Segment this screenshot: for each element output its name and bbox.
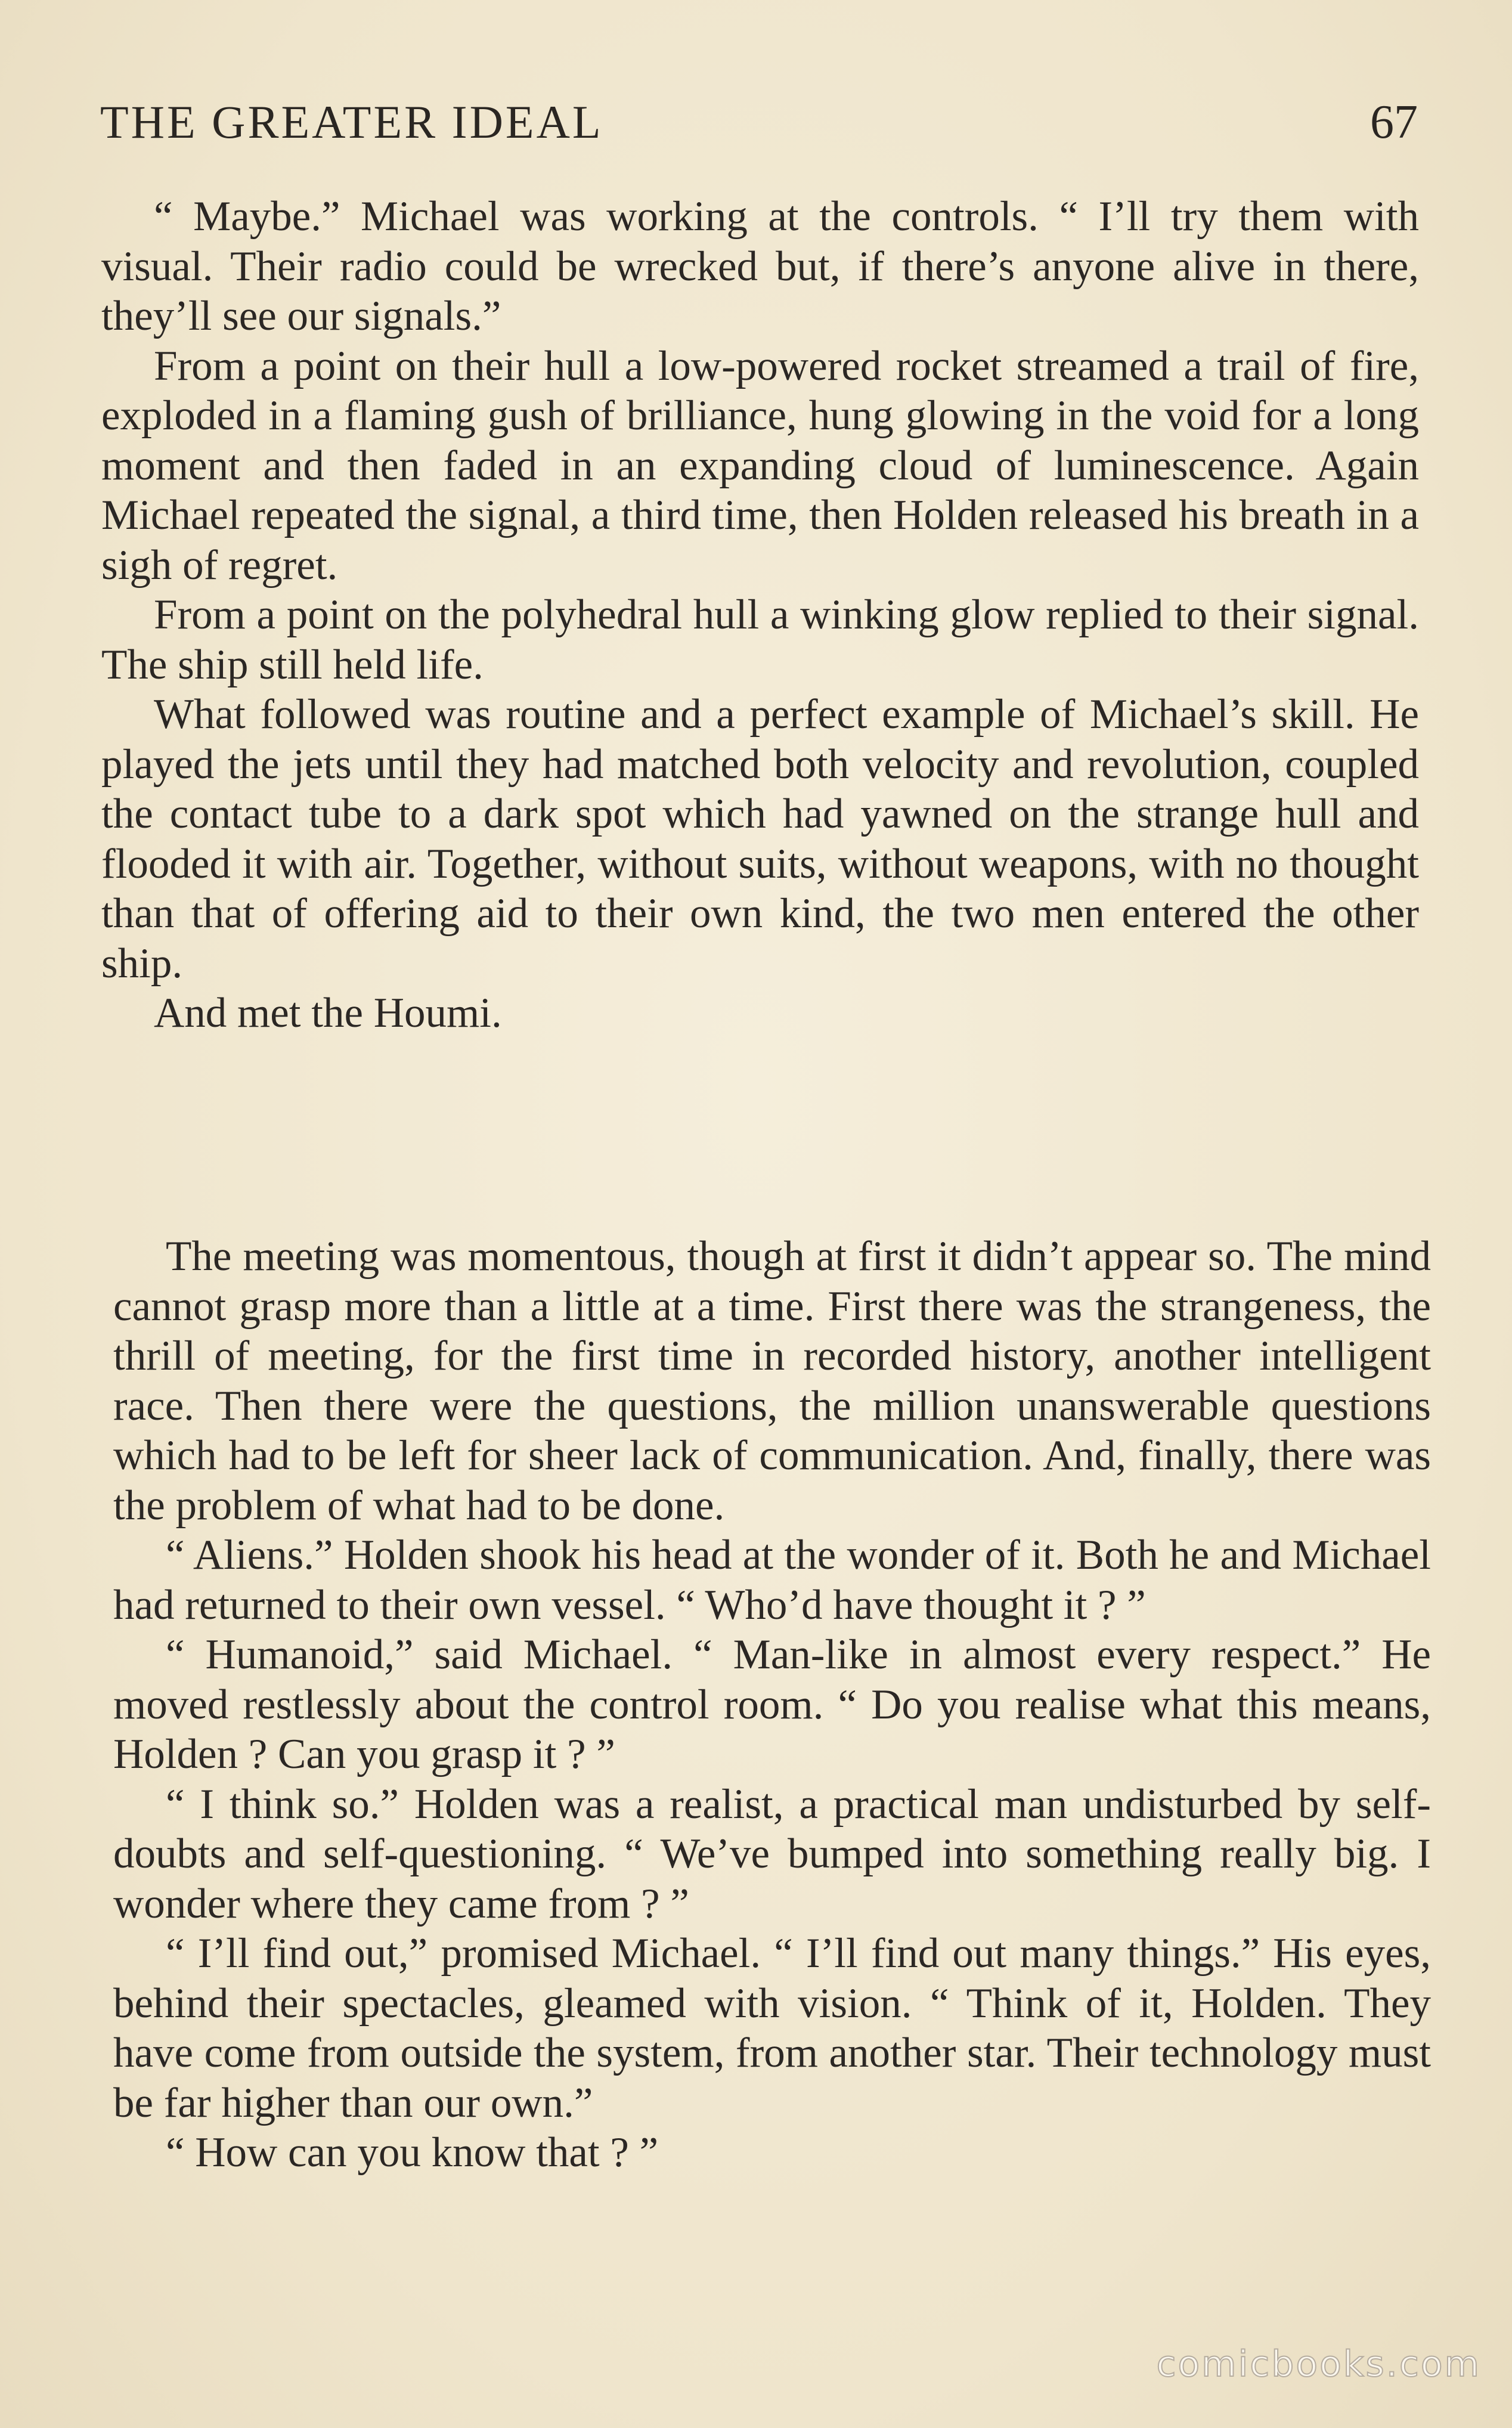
paragraph: From a point on their hull a low-powered rocket streamed a trail of fire, exploded in a flaming gush of brilliance, hung glowing in the void for a long moment and then faded in an expanding cloud of luminescence. Again Michael repeated the signal, a third time, then Holden released his breath in a sigh of regret. — [101, 342, 1419, 589]
page-number: 67 — [1370, 96, 1418, 148]
paragraph: From a point on the polyhedral hull a winking glow replied to their signal. The ship still held life. — [101, 591, 1419, 688]
paragraph: “ Aliens.” Holden shook his head at the wonder of it. Both he and Michael had returned to their own vessel. “ Who’d have thought it ? ” — [113, 1532, 1431, 1628]
running-title: THE GREATER IDEAL — [100, 96, 603, 148]
paragraph: The meeting was momentous, though at first it didn’t appear so. The mind cannot grasp more than a little at a time. First there was the strangeness, the thrill of meeting, for the first time in recorded history, another intelligent race. Then there were the questions, the million unanswerable questions which had to be left for sheer lack of communication. And, finally, there was the problem of what had to be done. — [113, 1233, 1431, 1529]
paragraph: “ I think so.” Holden was a realist, a practical man undisturbed by self-doubts and self-questioning. “ We’ve bumped into something really big. I wonder where they came from ? ” — [113, 1780, 1431, 1927]
running-head — [100, 89, 1418, 155]
text-section-2 — [113, 1232, 1431, 2178]
paragraph: “ Humanoid,” said Michael. “ Man-like in almost every respect.” He moved restlessly about the control room. “ Do you realise what this means, Holden ? Can you grasp it ? ” — [113, 1631, 1431, 1777]
paragraph: “ I’ll find out,” promised Michael. “ I’ll find out many things.” His eyes, behind their spectacles, gleamed with vision. “ Think of it, Holden. They have come from outside the system, from another star. Their technology must be far higher than our own.” — [113, 1930, 1431, 2126]
paragraph: What followed was routine and a perfect example of Michael’s skill. He played the jets until they had matched both velocity and revolution, coupled the contact tube to a dark spot which had yawned on the strange hull and flooded it with air. Together, without suits, without weapons, with no thought than that of offering aid to their own kind, the two men entered the other ship. — [101, 691, 1419, 987]
text-section-1 — [101, 192, 1419, 1039]
watermark: comicbooks.com — [1156, 2343, 1481, 2385]
paragraph: “ How can you know that ? ” — [166, 2129, 659, 2176]
paragraph: “ Maybe.” Michael was working at the controls. “ I’ll try them with visual. Their radio could be wrecked but, if there’s anyone alive in there, they’ll see our signals.” — [101, 193, 1419, 339]
paragraph: And met the Houmi. — [154, 990, 502, 1036]
